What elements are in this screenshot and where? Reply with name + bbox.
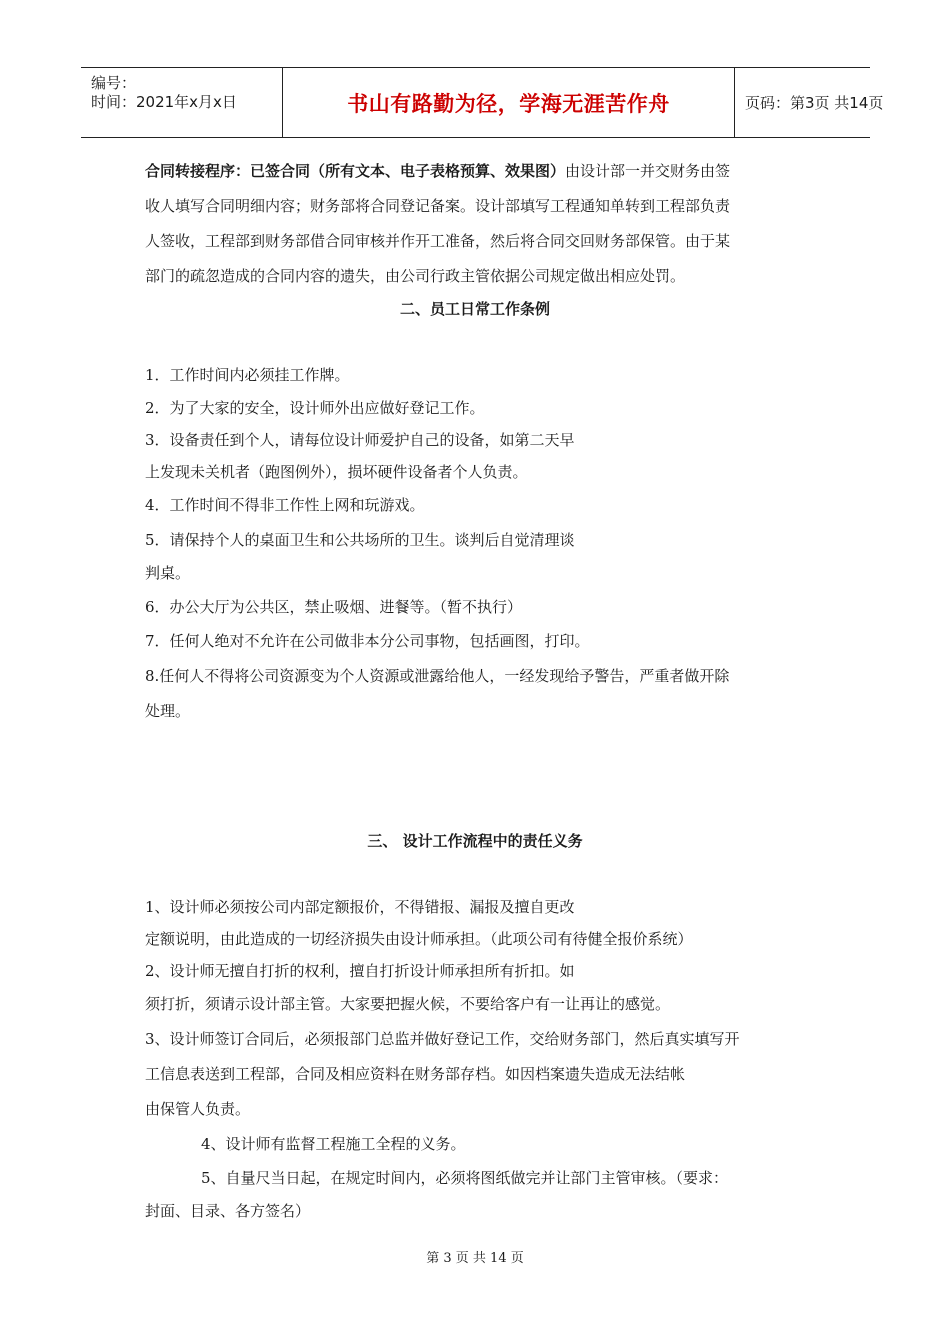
intro-line-2: 收人填写合同明细内容；财务部将合同登记备案。设计部填写工程通知单转到工程部负责 xyxy=(145,197,731,215)
duty-line: 5、自量尺当日起，在规定时间内，必须将图纸做完并让部门主管审核。（要求： xyxy=(201,1169,729,1187)
rule-line: 6．办公大厅为公共区，禁止吸烟、进餐等。（暂不执行） xyxy=(145,598,523,616)
duty-line: 封面、目录、各方签名） xyxy=(145,1202,311,1220)
rule-line: 7．任何人绝对不允许在公司做非本分公司事物，包括画图，打印。 xyxy=(145,632,590,650)
rule-line: 处理。 xyxy=(145,702,191,720)
rule-line: 5．请保持个人的桌面卫生和公共场所的卫生。谈判后自觉清理谈 xyxy=(145,531,575,549)
rule-line: 判桌。 xyxy=(145,564,191,582)
intro-line-4: 部门的疏忽造成的合同内容的遗失，由公司行政主管依据公司规定做出相应处罚。 xyxy=(145,267,686,285)
page-footer: 第 3 页 共 14 页 xyxy=(426,1251,524,1266)
motto: 书山有路勤为径，学海无涯苦作舟 xyxy=(347,91,670,116)
header-page-info: 页码：第3页 共14页 xyxy=(745,94,884,112)
rule-line: 4．工作时间不得非工作性上网和玩游戏。 xyxy=(145,496,425,514)
page-header xyxy=(81,67,884,138)
rule-line: 1．工作时间内必须挂工作牌。 xyxy=(145,366,350,384)
duty-line: 工信息表送到工程部，合同及相应资料在财务部存档。如因档案遗失造成无法结帐 xyxy=(145,1065,686,1083)
rule-line: 上发现未关机者（跑图例外），损坏硬件设备者个人负责。 xyxy=(145,463,528,481)
rule-line: 2．为了大家的安全，设计师外出应做好登记工作。 xyxy=(145,399,485,417)
section-2-title: 二、员工日常工作条例 xyxy=(399,300,550,318)
duty-line: 4、设计师有监督工程施工全程的义务。 xyxy=(201,1135,466,1153)
date-label: 时间：2021年x月x日 xyxy=(91,93,237,111)
duty-line: 1、设计师必须按公司内部定额报价，不得错报、漏报及擅自更改 xyxy=(145,898,575,916)
section-3-title: 三、 设计工作流程中的责任义务 xyxy=(367,832,583,850)
header-motto-cell xyxy=(282,68,735,137)
intro-line-1-rest: 由设计部一并交财务由签 xyxy=(565,162,731,180)
header-meta xyxy=(81,68,282,137)
duty-line: 2、设计师无擅自打折的权利，擅自打折设计师承担所有折扣。如 xyxy=(145,962,575,980)
rule-line: 8.任何人不得将公司资源变为个人资源或泄露给他人，一经发现给予警告，严重者做开除 xyxy=(145,667,730,685)
intro-line-1 xyxy=(145,161,730,181)
number-label: 编号： xyxy=(91,74,137,92)
intro-bold-prefix: 合同转接程序：已签合同（所有文本、电子表格预算、效果图） xyxy=(145,162,566,180)
rule-line: 3．设备责任到个人，请每位设计师爱护自己的设备，如第二天早 xyxy=(145,431,575,449)
duty-line: 由保管人负责。 xyxy=(145,1100,251,1118)
duty-line: 定额说明，由此造成的一切经济损失由设计师承担。（此项公司有待健全报价系统） xyxy=(145,930,693,948)
duty-line: 须打折，须请示设计部主管。大家要把握火候，不要给客户有一让再让的感觉。 xyxy=(145,995,671,1013)
duty-line: 3、设计师签订合同后，必须报部门总监并做好登记工作，交给财务部门，然后真实填写开 xyxy=(145,1030,740,1048)
intro-line-3: 人签收，工程部到财务部借合同审核并作开工准备，然后将合同交回财务部保管。由于某 xyxy=(145,232,731,250)
